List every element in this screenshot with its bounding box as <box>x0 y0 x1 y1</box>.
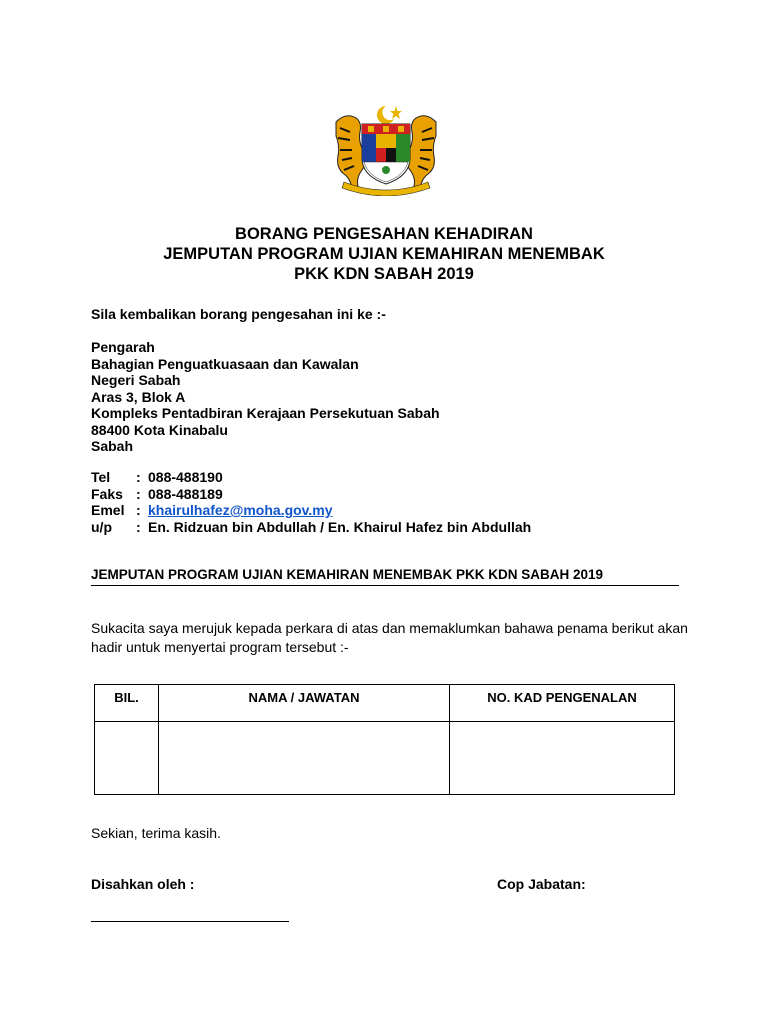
tel-value: 088-488190 <box>148 469 223 485</box>
signature-line[interactable] <box>91 921 289 922</box>
address-block <box>91 339 440 455</box>
address-line: Sabah <box>91 438 134 454</box>
malaysia-coat-of-arms-icon <box>330 102 442 196</box>
fax-label: Faks <box>91 485 123 502</box>
body-paragraph: Sukacita saya merujuk kepada perkara di atas dan memaklumkan bahawa penama berikut akan hadir untuk menyertai program tersebut :- <box>91 620 688 655</box>
attendee-table <box>94 684 675 795</box>
return-instruction: Sila kembalikan borang pengesahan ini ke :- <box>91 306 386 322</box>
form-title-line2: JEMPUTAN PROGRAM UJIAN KEMAHIRAN MENEMBAK <box>163 245 605 263</box>
form-title-line3: PKK KDN SABAH 2019 <box>294 265 474 283</box>
table-header-row <box>95 685 675 722</box>
address-line: Aras 3, Blok A <box>91 388 186 405</box>
table-row <box>95 722 675 795</box>
subject-heading: JEMPUTAN PROGRAM UJIAN KEMAHIRAN MENEMBAK PKK KDN SABAH 2019 <box>91 567 679 586</box>
contact-block <box>91 469 531 535</box>
confirmed-by-label: Disahkan oleh : <box>91 876 195 892</box>
col-header-bil: BIL. <box>95 685 159 722</box>
email-label: Emel <box>91 502 125 518</box>
tel-row: Tel : 088-488190 <box>91 469 223 485</box>
address-line: Negeri Sabah <box>91 372 181 388</box>
department-stamp-label: Cop Jabatan: <box>497 876 586 892</box>
fax-value: 088-488189 <box>148 485 223 502</box>
address-line: Bahagian Penguatkuasaan dan Kawalan <box>91 355 359 372</box>
address-line: 88400 Kota Kinabalu <box>91 421 228 438</box>
attention-value: En. Ridzuan bin Abdullah / En. Khairul Hafez bin Abdullah <box>148 518 532 535</box>
attention-label: u/p <box>91 518 112 535</box>
address-line: Kompleks Pentadbiran Kerajaan Persekutuan Sabah <box>91 405 440 421</box>
fax-row: Faks : 088-488189 <box>91 485 223 502</box>
cell-bil[interactable] <box>95 722 159 795</box>
attention-row: u/p : En. Ridzuan bin Abdullah / En. Khairul Hafez bin Abdullah <box>91 518 532 535</box>
closing-text: Sekian, terima kasih. <box>91 825 221 841</box>
cell-name[interactable] <box>159 722 450 795</box>
address-line: Pengarah <box>91 339 155 355</box>
cell-ic[interactable] <box>450 722 675 795</box>
email-link[interactable]: khairulhafez@moha.gov.my <box>148 502 333 518</box>
email-row: Emel : khairulhafez@moha.gov.my <box>91 502 333 518</box>
col-header-ic: NO. KAD PENGENALAN <box>450 685 675 722</box>
col-header-name: NAMA / JAWATAN <box>159 685 450 722</box>
tel-label: Tel <box>91 469 111 485</box>
form-title-line1: BORANG PENGESAHAN KEHADIRAN <box>235 225 533 243</box>
